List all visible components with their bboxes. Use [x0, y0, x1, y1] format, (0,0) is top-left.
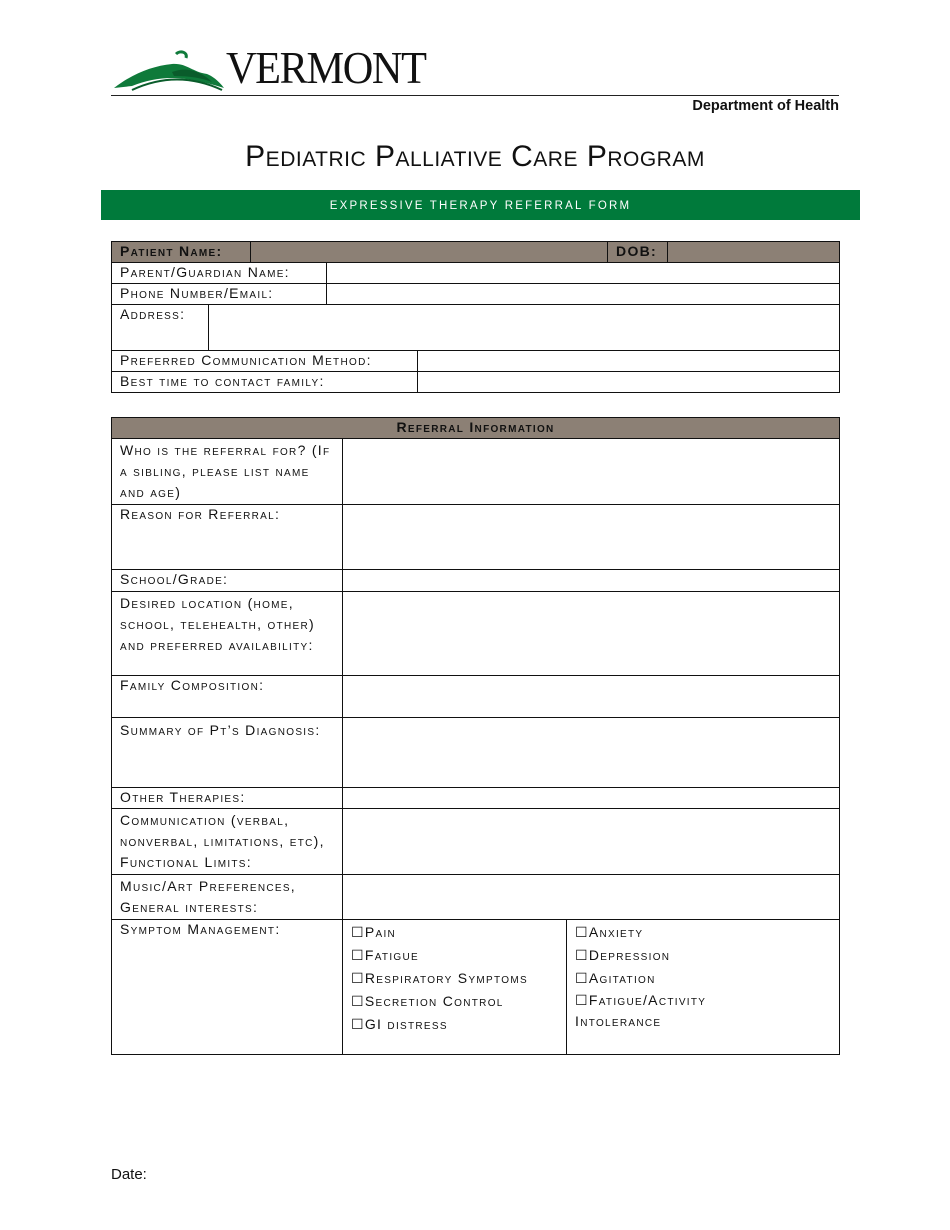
phone-email-label: Phone Number/Email:: [112, 284, 327, 305]
symptom-checkbox-anxiety[interactable]: ☐Anxiety: [575, 924, 644, 940]
vermont-logo-wordmark: VERMONT: [226, 42, 426, 93]
referral-info-table: [111, 417, 840, 1055]
symptom-checkbox-respiratory[interactable]: ☐Respiratory Symptoms: [351, 970, 528, 986]
phone-email-field[interactable]: [327, 284, 840, 305]
symptom-checkbox-fatigue[interactable]: ☐Fatigue: [351, 947, 419, 963]
symptom-checkbox-secretion[interactable]: ☐Secretion Control: [351, 993, 504, 1009]
date-label: Date:: [111, 1166, 147, 1183]
other-therapies-field[interactable]: [343, 788, 840, 809]
referral-for-field[interactable]: [343, 439, 840, 505]
school-grade-field[interactable]: [343, 570, 840, 592]
page-title: Pediatric Palliative Care Program: [245, 140, 705, 173]
preferences-label: Music/Art Preferences, General interests:: [112, 875, 343, 920]
symptoms-left-column: [343, 920, 567, 1055]
dob-field[interactable]: [668, 242, 840, 263]
dob-label: DOB:: [608, 242, 668, 263]
symptom-checkbox-activity-intolerance[interactable]: ☐Fatigue/Activity Intolerance: [575, 992, 707, 1029]
symptom-checkbox-gi-distress[interactable]: ☐GI distress: [351, 1016, 448, 1032]
diagnosis-summary-label: Summary of Pt’s Diagnosis:: [112, 718, 343, 788]
referral-heading: Referral Information: [112, 418, 840, 439]
referral-for-label: Who is the referral for? (If a sibling, please list name and age): [112, 439, 343, 505]
reason-field[interactable]: [343, 505, 840, 570]
communication-limits-field[interactable]: [343, 809, 840, 875]
family-composition-field[interactable]: [343, 676, 840, 718]
communication-method-field[interactable]: [418, 351, 840, 372]
best-time-field[interactable]: [418, 372, 840, 393]
symptom-checkbox-agitation[interactable]: ☐Agitation: [575, 970, 656, 986]
address-field[interactable]: [209, 305, 840, 351]
other-therapies-label: Other Therapies:: [112, 788, 343, 809]
symptom-management-label: Symptom Management:: [112, 920, 343, 1055]
header-rule: [111, 95, 839, 96]
desired-location-field[interactable]: [343, 592, 840, 676]
department-name: Department of Health: [692, 98, 839, 114]
patient-name-field[interactable]: [251, 242, 608, 263]
family-composition-label: Family Composition:: [112, 676, 343, 718]
parent-guardian-field[interactable]: [327, 263, 840, 284]
form-banner: EXPRESSIVE THERAPY REFERRAL FORM: [101, 190, 860, 220]
best-time-label: Best time to contact family:: [112, 372, 418, 393]
patient-name-label: Patient Name:: [112, 242, 251, 263]
diagnosis-summary-field[interactable]: [343, 718, 840, 788]
communication-limits-label: Communication (verbal, nonverbal, limitations, etc), Functional Limits:: [112, 809, 343, 875]
desired-location-label: Desired location (home, school, telehealth, other) and preferred availability:: [112, 592, 343, 676]
address-label: Address:: [112, 305, 209, 351]
symptom-checkbox-pain[interactable]: ☐Pain: [351, 924, 397, 940]
school-grade-label: School/Grade:: [112, 570, 343, 592]
patient-info-table: [111, 241, 840, 393]
parent-guardian-label: Parent/Guardian Name:: [112, 263, 327, 284]
preferences-field[interactable]: [343, 875, 840, 920]
communication-method-label: Preferred Communication Method:: [112, 351, 418, 372]
reason-label: Reason for Referral:: [112, 505, 343, 570]
symptoms-right-column: [567, 920, 840, 1055]
symptom-checkbox-depression[interactable]: ☐Depression: [575, 947, 671, 963]
